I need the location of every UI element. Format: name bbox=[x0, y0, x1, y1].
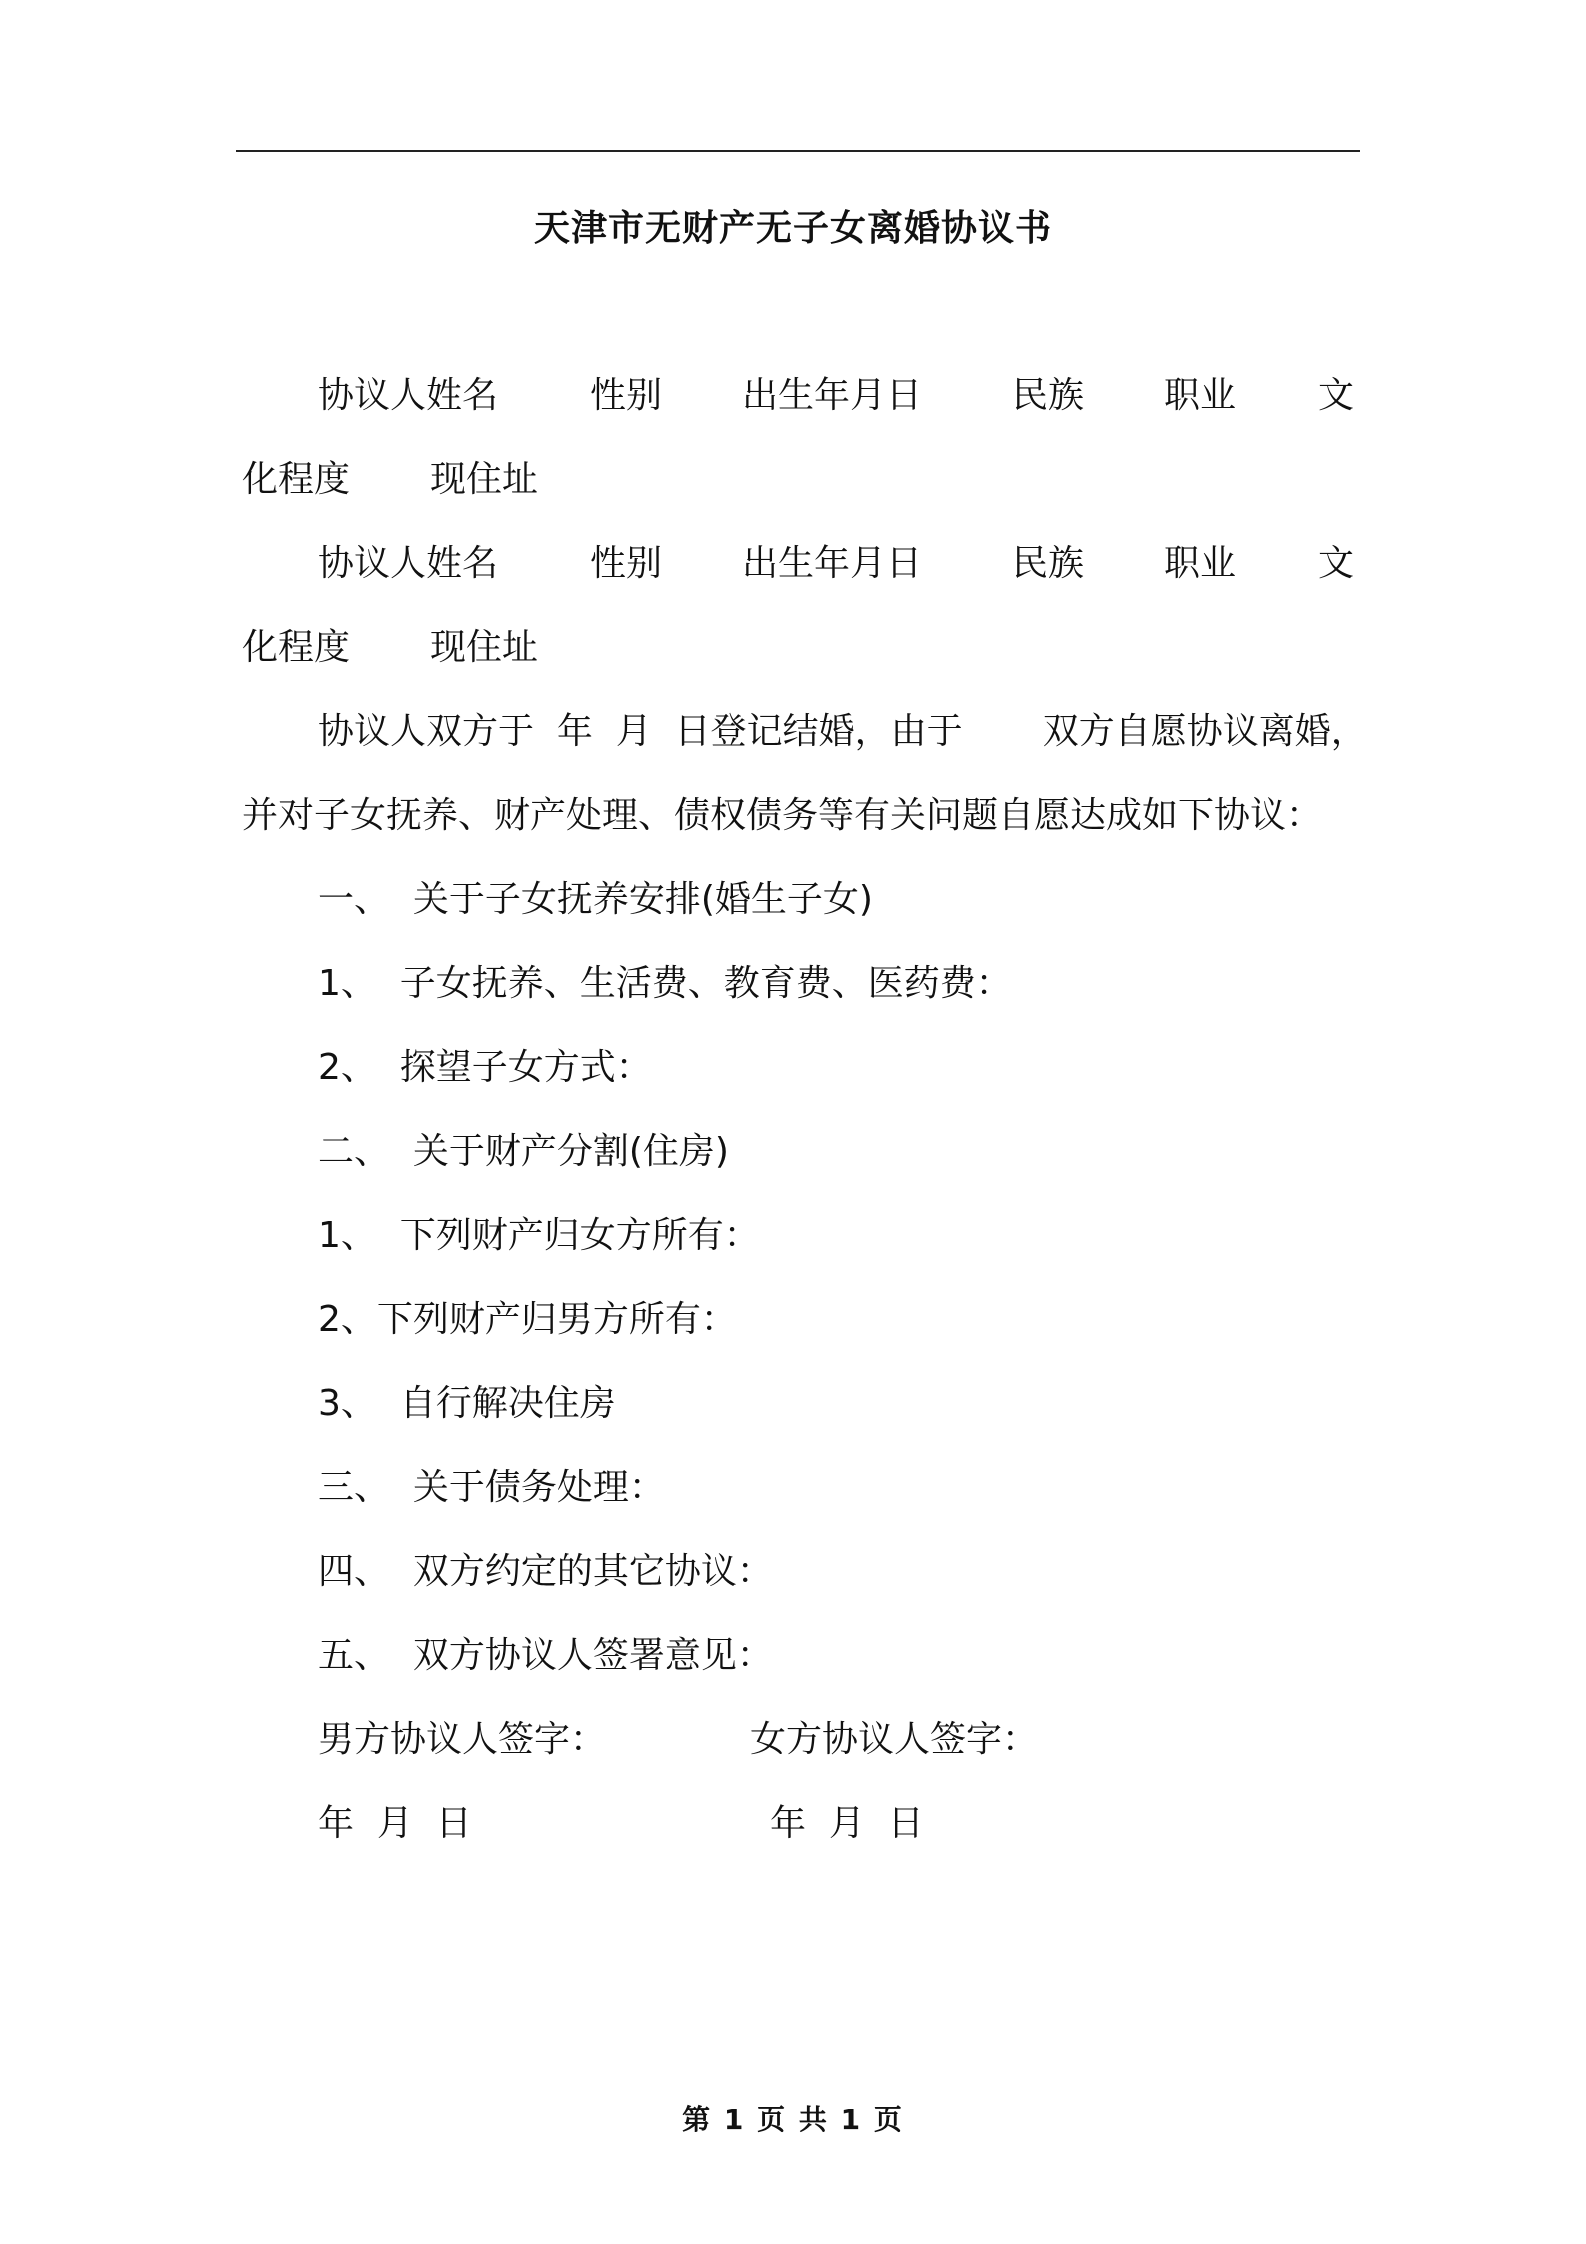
male-signature-date: 年 月 日 bbox=[318, 1803, 472, 1844]
male-signature-label: 男方协议人签字： bbox=[318, 1719, 607, 1760]
field-name-label: 协议人姓名 bbox=[318, 543, 499, 584]
section-1-heading: 一、 关于子女抚养安排(婚生子女) bbox=[318, 879, 873, 920]
field-address-label: 现住址 bbox=[430, 459, 539, 500]
intro-line-1: 协议人双方于 年 月 日登记结婚，由于 双方自愿协议离婚， bbox=[318, 711, 1367, 752]
field-occupation-label: 职业 bbox=[1164, 543, 1237, 584]
female-signature-date: 年 月 日 bbox=[770, 1803, 924, 1844]
section-2-item-1: 1、 下列财产归女方所有： bbox=[318, 1215, 760, 1256]
section-2-item-2: 2、下列财产归男方所有： bbox=[318, 1299, 737, 1340]
header-divider bbox=[236, 150, 1360, 152]
section-2-item-3: 3、 自行解决住房 bbox=[318, 1383, 616, 1424]
field-gender-label: 性别 bbox=[590, 375, 663, 416]
section-1-item-2: 2、 探望子女方式： bbox=[318, 1047, 652, 1088]
field-occupation-label: 职业 bbox=[1164, 375, 1237, 416]
field-birth-label: 出生年月日 bbox=[742, 543, 923, 584]
intro-line-2: 并对子女抚养、财产处理、债权债务等有关问题自愿达成如下协议： bbox=[242, 795, 1323, 836]
document-title: 天津市无财产无子女离婚协议书 bbox=[533, 208, 1052, 249]
section-3-heading: 三、 关于债务处理： bbox=[318, 1467, 665, 1508]
section-5-heading: 五、 双方协议人签署意见： bbox=[318, 1635, 773, 1676]
party-2-fields-row bbox=[0, 540, 1586, 588]
field-name-label: 协议人姓名 bbox=[318, 375, 499, 416]
field-education-label-start: 文 bbox=[1318, 543, 1355, 584]
field-education-label-start: 文 bbox=[1318, 375, 1355, 416]
party-1-fields-row-2 bbox=[0, 456, 1586, 504]
page-footer: 第 1 页 共 1 页 bbox=[682, 2103, 904, 2136]
section-1-item-1: 1、 子女抚养、生活费、教育费、医药费： bbox=[318, 963, 1012, 1004]
party-1-fields-row bbox=[0, 372, 1586, 420]
field-birth-label: 出生年月日 bbox=[742, 375, 923, 416]
section-2-heading: 二、 关于财产分割(住房) bbox=[318, 1131, 729, 1172]
field-education-label-end: 化程度 bbox=[242, 627, 351, 668]
field-education-label-end: 化程度 bbox=[242, 459, 351, 500]
field-ethnicity-label: 民族 bbox=[1012, 375, 1085, 416]
section-4-heading: 四、 双方约定的其它协议： bbox=[318, 1551, 773, 1592]
female-signature-label: 女方协议人签字： bbox=[750, 1719, 1039, 1760]
party-2-fields-row-2 bbox=[0, 624, 1586, 672]
field-address-label: 现住址 bbox=[430, 627, 539, 668]
field-ethnicity-label: 民族 bbox=[1012, 543, 1085, 584]
field-gender-label: 性别 bbox=[590, 543, 663, 584]
